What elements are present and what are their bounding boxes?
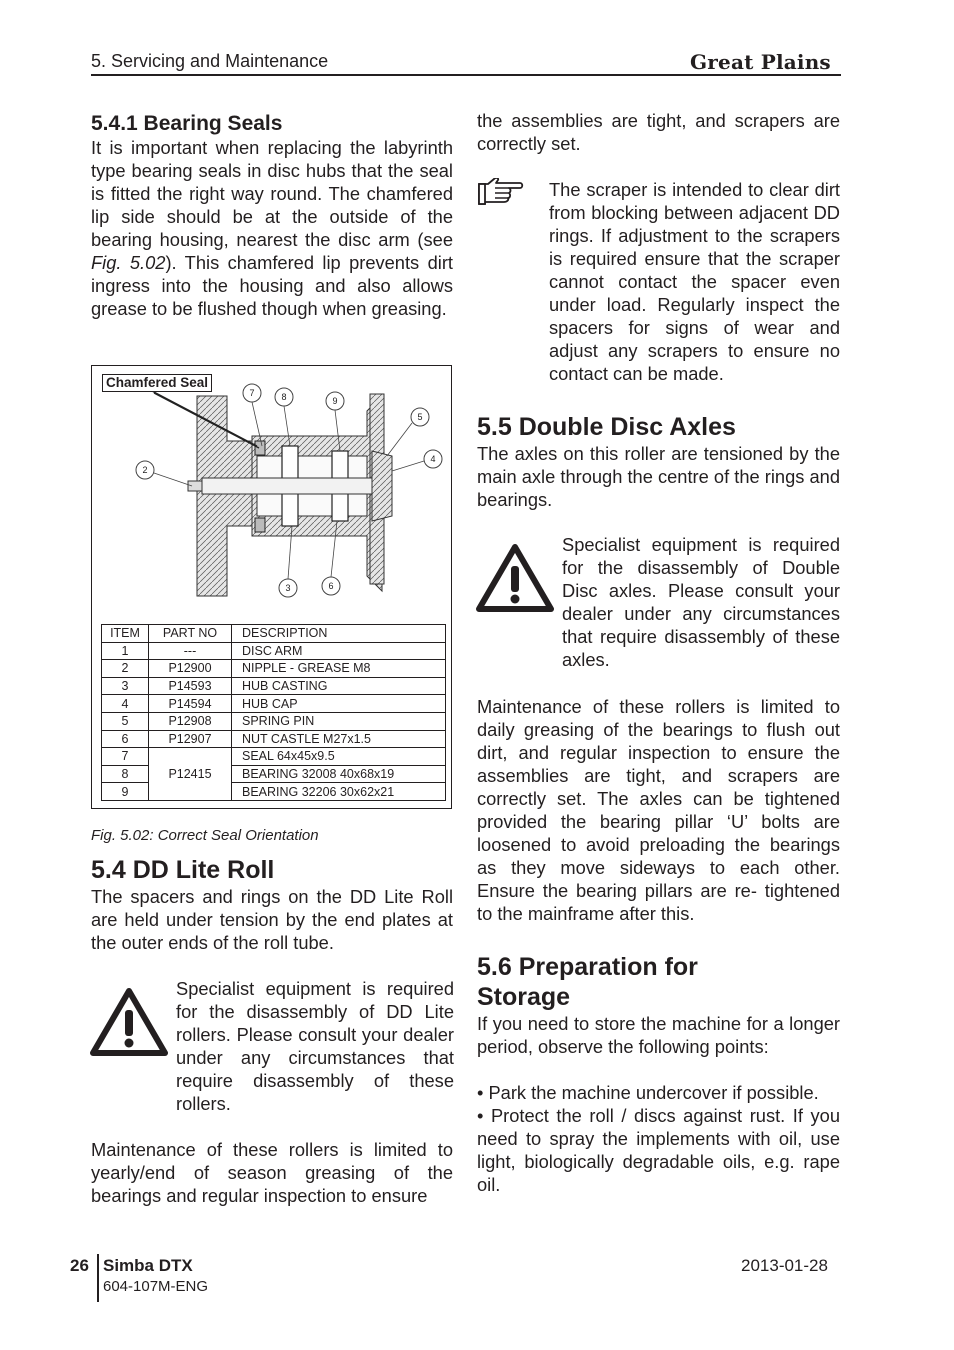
description-cell: NUT CASTLE M27x1.5 bbox=[232, 730, 446, 748]
item-number-4: 4 bbox=[430, 454, 436, 464]
item-cell: 3 bbox=[102, 677, 149, 695]
storage-bullet: • Protect the roll / discs against rust. If you need to spray the implements with oil, use light, biologically degradable oils, e.g. rape oil. bbox=[477, 1105, 840, 1195]
footer-divider bbox=[97, 1254, 99, 1302]
description-cell: DISC ARM bbox=[232, 642, 446, 660]
column-header: ITEM bbox=[102, 625, 149, 643]
bearing-seals-paragraph: It is important when replacing the labyrinth type bearing seals in disc hubs that the seal is fitted the right way round. The chamfered lip side should be at the outside of the bearing housing, nearest the disc arm (see Fig. 5.02). This chamfered lip prevents dirt ingress into the housing and also allows grease to be flushed though when greasing. bbox=[91, 137, 453, 319]
item-cell: 9 bbox=[102, 783, 149, 801]
double-disc-warning-text: Specialist equipment is required for the disassembly of Double Disc axles. Please consult your dealer under any circumstances that require disassembly of these axles. bbox=[562, 534, 840, 670]
footer-date: 2013-01-28 bbox=[741, 1256, 828, 1275]
description-cell: SEAL 64x45x9.5 bbox=[232, 748, 446, 766]
item-number-3: 3 bbox=[285, 583, 291, 593]
column-header: PART NO bbox=[149, 625, 232, 643]
item-cell: 2 bbox=[102, 660, 149, 678]
figure-box bbox=[91, 365, 452, 809]
item-number-5: 5 bbox=[417, 412, 423, 422]
footer-document-code: 604-107M-ENG bbox=[103, 1278, 209, 1295]
table-row bbox=[102, 642, 446, 660]
page-number: 26 bbox=[70, 1256, 89, 1275]
warning-triangle-icon bbox=[90, 988, 168, 1056]
header-rule bbox=[91, 74, 841, 76]
description-cell: HUB CAP bbox=[232, 695, 446, 713]
description-cell: NIPPLE - GREASE M8 bbox=[232, 660, 446, 678]
item-number-6: 6 bbox=[328, 581, 334, 591]
part-cell: P12907 bbox=[149, 730, 232, 748]
item-cell: 7 bbox=[102, 748, 149, 766]
table-row bbox=[102, 695, 446, 713]
pointing-hand-icon bbox=[476, 178, 526, 208]
chamfered-seal-callout: Chamfered Seal bbox=[102, 374, 212, 392]
part-cell: P14593 bbox=[149, 677, 232, 695]
dd-lite-maintenance: Maintenance of these rollers is limited to yearly/end of season greasing of the bearings and regular inspection to ensure bbox=[91, 1139, 453, 1206]
part-cell: P12900 bbox=[149, 660, 232, 678]
running-header-section: 5. Servicing and Maintenance bbox=[91, 51, 329, 71]
part-cell: P14594 bbox=[149, 695, 232, 713]
figure-reference: Fig. 5.02 bbox=[91, 252, 166, 273]
storage-section bbox=[477, 952, 840, 1196]
item-cell: 6 bbox=[102, 730, 149, 748]
item-number-2: 2 bbox=[142, 465, 148, 475]
table-row bbox=[102, 677, 446, 695]
section-heading: 5.4.1 Bearing Seals bbox=[91, 112, 283, 135]
part-cell: P12908 bbox=[149, 712, 232, 730]
dd-lite-section bbox=[91, 855, 453, 954]
bearing-seals-section bbox=[91, 112, 453, 320]
table-header-row bbox=[102, 625, 446, 643]
description-cell: BEARING 32008 40x68x19 bbox=[232, 765, 446, 783]
table-row bbox=[102, 730, 446, 748]
section-heading: 5.4 DD Lite Roll bbox=[91, 856, 275, 884]
brand-logo-text: Great Plains bbox=[690, 50, 831, 74]
description-cell: SPRING PIN bbox=[232, 712, 446, 730]
table-row bbox=[102, 748, 446, 766]
column-header: DESCRIPTION bbox=[232, 625, 446, 643]
description-cell: HUB CASTING bbox=[232, 677, 446, 695]
parts-table bbox=[101, 624, 446, 801]
table-row bbox=[102, 712, 446, 730]
part-cell: --- bbox=[149, 642, 232, 660]
double-disc-intro: The axles on this roller are tensioned by the main axle through the centre of the rings and bearings. bbox=[477, 443, 840, 510]
figure-caption: Fig. 5.02: Correct Seal Orientation bbox=[91, 827, 319, 844]
continuation-paragraph: the assemblies are tight, and scrapers are correctly set. bbox=[477, 110, 840, 154]
item-number-7: 7 bbox=[249, 388, 255, 398]
section-heading: 5.5 Double Disc Axles bbox=[477, 413, 736, 441]
double-disc-maintenance: Maintenance of these rollers is limited to daily greasing of the bearings to flush out dirt, and regular inspection to ensure the assemblies are tight, and scrapers are correctly set. The axles can be tightened provided the bearing pillar ‘U’ bolts are loosened to avoid preloading the bearings as they move sideways to each other. Ensure the bearing pillars are re- tightened to the mainframe after this. bbox=[477, 696, 840, 924]
section-heading: 5.6 Preparation for Storage bbox=[477, 953, 698, 1011]
storage-intro: If you need to store the machine for a longer period, observe the following points: bbox=[477, 1013, 840, 1057]
part-cell: P12415 bbox=[149, 748, 232, 801]
table-row bbox=[102, 660, 446, 678]
item-number-8: 8 bbox=[281, 392, 287, 402]
description-cell: BEARING 32206 30x62x21 bbox=[232, 783, 446, 801]
item-cell: 1 bbox=[102, 642, 149, 660]
dd-lite-warning-text: Specialist equipment is required for the disassembly of DD Lite rollers. Please consult your dealer under any circumstances that require disassembly of these rollers. bbox=[176, 978, 454, 1114]
item-cell: 4 bbox=[102, 695, 149, 713]
scraper-note-text: The scraper is intended to clear dirt from blocking between adjacent DD rings. If adjustment to the scrapers is required ensure that the scraper cannot contact the spacer even under load. Regularly inspect the spacers for signs of wear and adjust any scrapers to ensure no contact can be made. bbox=[549, 179, 840, 384]
storage-bullet: • Park the machine undercover if possible. bbox=[477, 1082, 819, 1103]
item-cell: 5 bbox=[102, 712, 149, 730]
dd-lite-intro: The spacers and rings on the DD Lite Roll are held under tension by the end plates at the outer ends of the roll tube. bbox=[91, 886, 453, 953]
warning-triangle-icon bbox=[476, 544, 554, 612]
double-disc-section bbox=[477, 412, 840, 511]
hub-cross-section-diagram bbox=[92, 366, 451, 621]
footer-product-title: Simba DTX bbox=[103, 1256, 193, 1275]
item-cell: 8 bbox=[102, 765, 149, 783]
item-number-9: 9 bbox=[332, 396, 338, 406]
